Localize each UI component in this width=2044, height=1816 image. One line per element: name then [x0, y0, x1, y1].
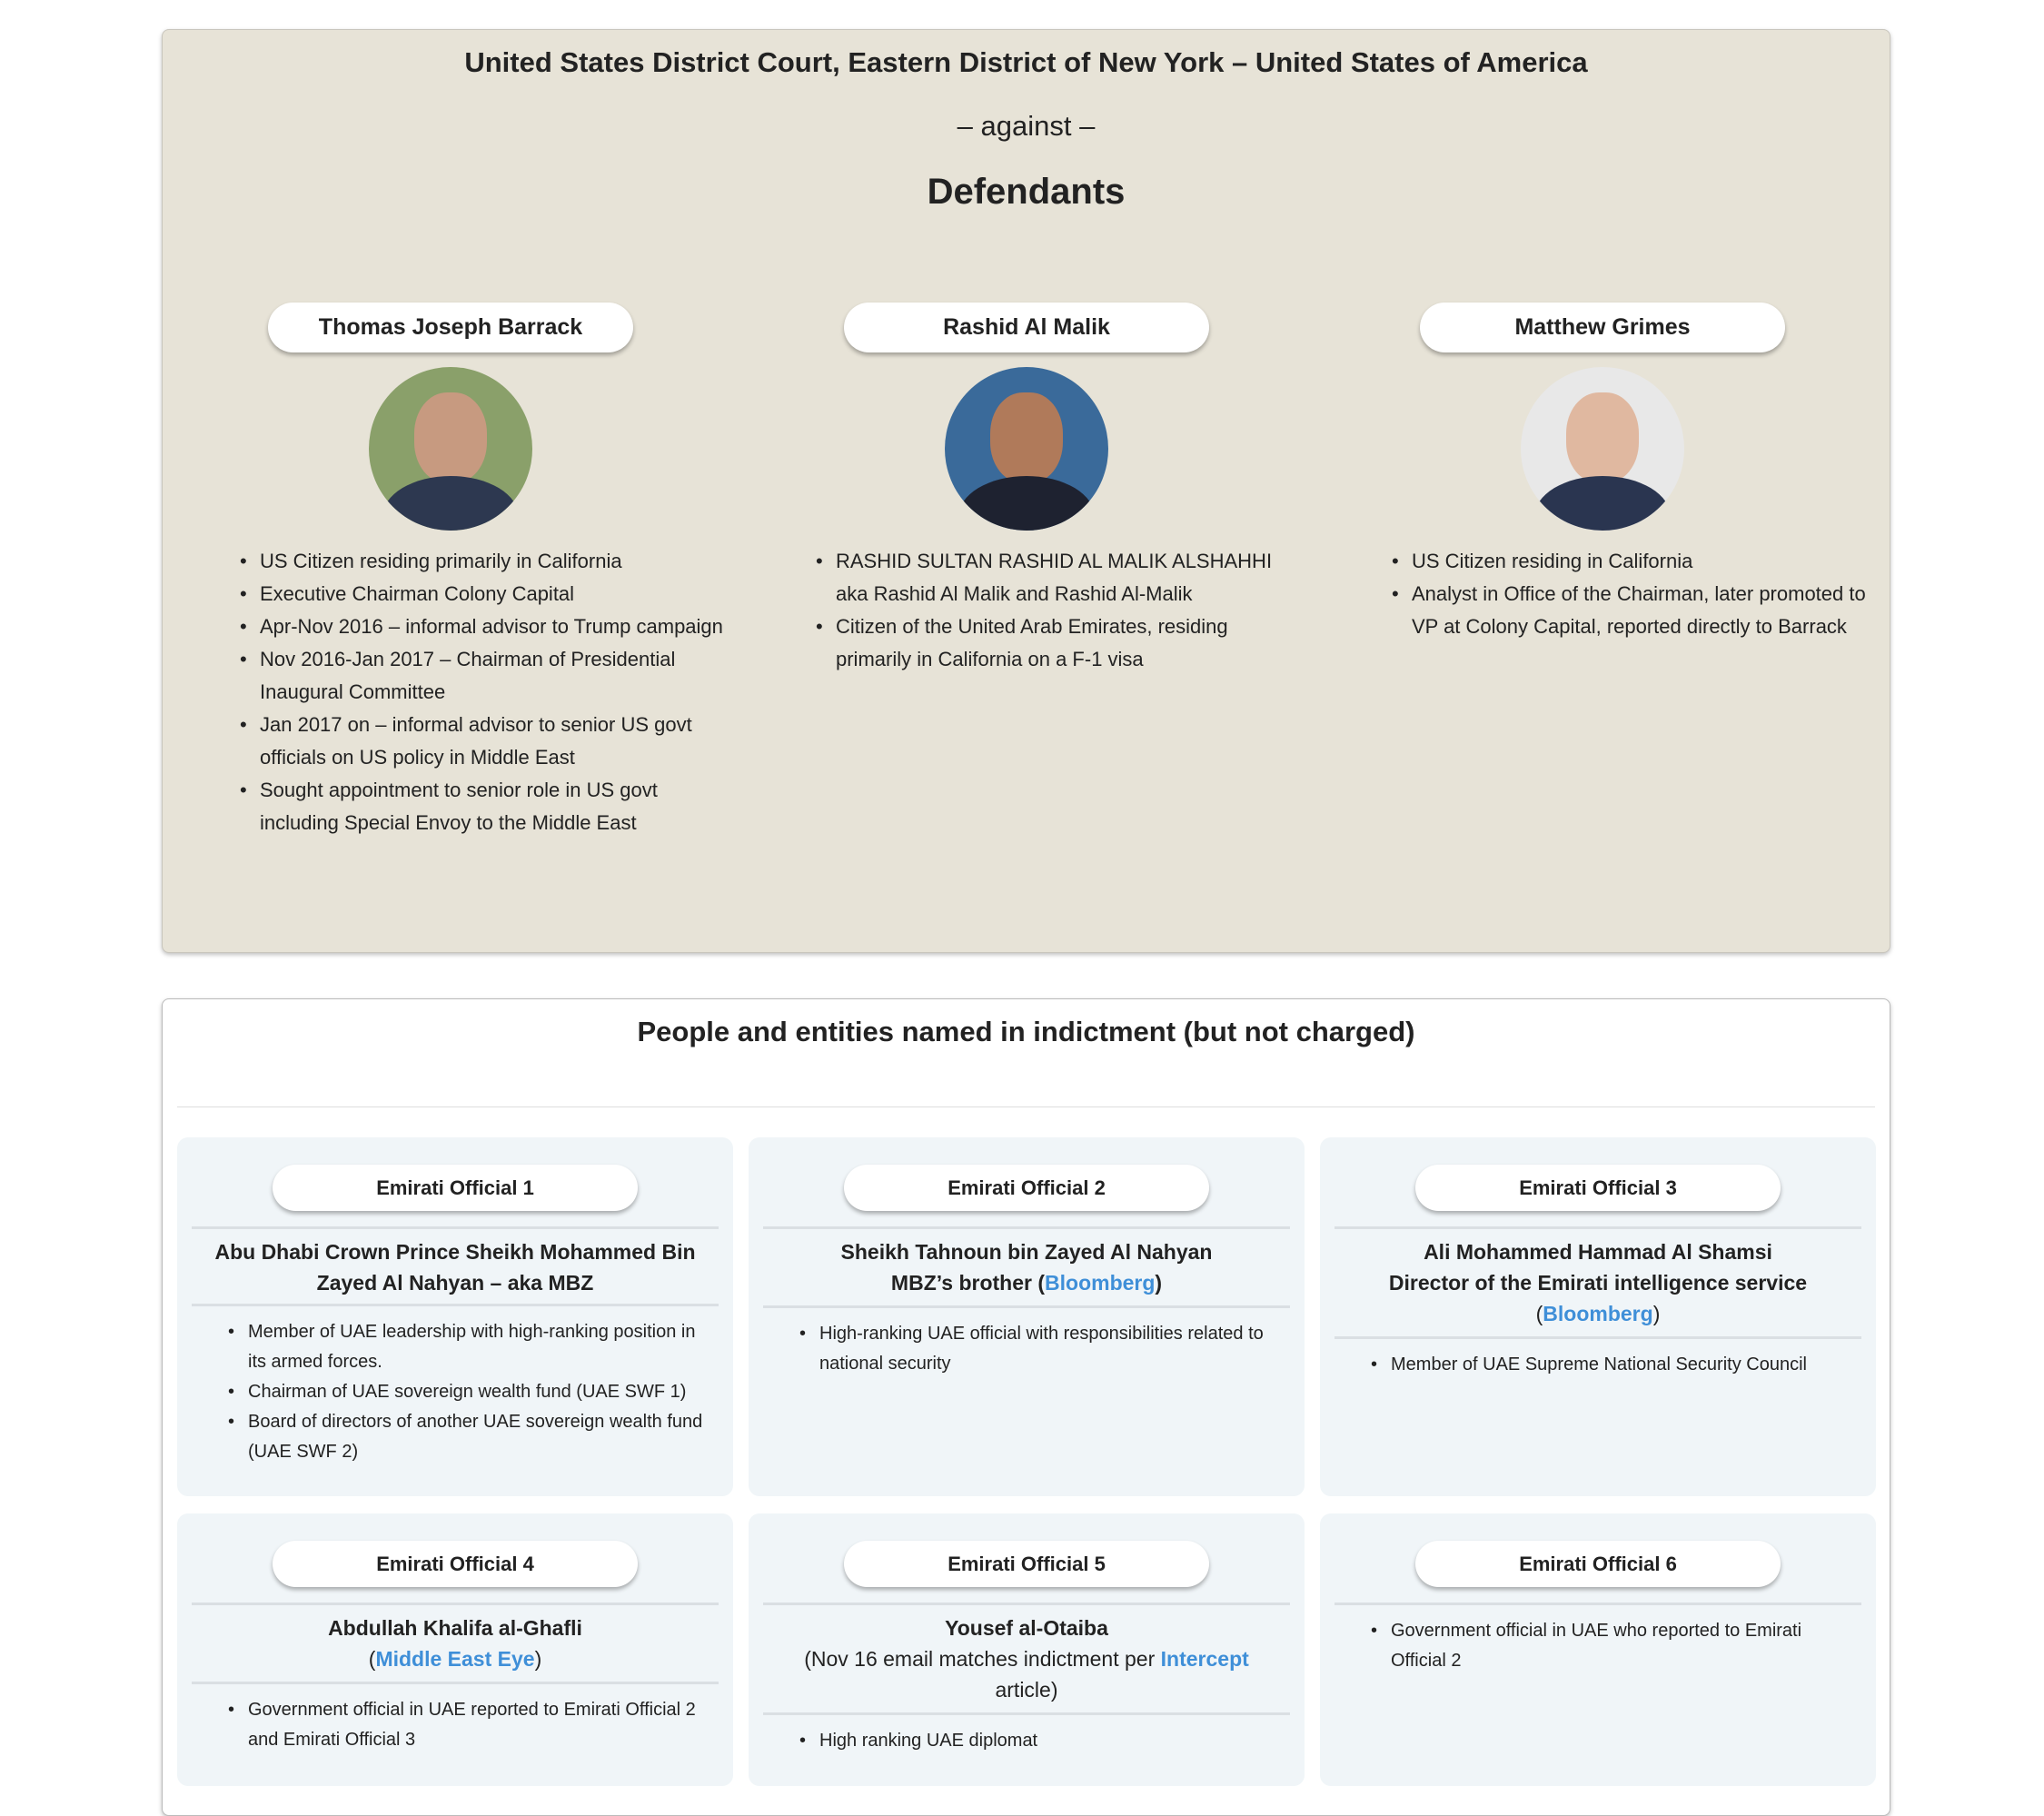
- bullet: • US Citizen residing in California: [1412, 545, 1884, 578]
- official-label: Emirati Official 5: [844, 1541, 1209, 1587]
- source-link[interactable]: Bloomberg: [1045, 1271, 1156, 1295]
- official-bullets: [819, 1319, 1290, 1379]
- source-link[interactable]: Intercept: [1160, 1647, 1249, 1671]
- official-name: Yousef al-Otaiba: [945, 1616, 1108, 1640]
- official-card-1: [177, 1137, 733, 1496]
- bullet: • Member of UAE leadership with high-ranking position in its armed forces.: [248, 1317, 719, 1377]
- official-subtitle: Director of the Emirati intelligence service: [1388, 1271, 1808, 1295]
- defendant-photo: [945, 367, 1108, 531]
- official-bullets: [819, 1726, 1290, 1756]
- official-bullets: [1391, 1616, 1861, 1676]
- bullet: • Government official in UAE who reported to Emirati Official 2: [1391, 1616, 1861, 1676]
- defendant-name: Matthew Grimes: [1420, 303, 1785, 352]
- official-label: Emirati Official 1: [273, 1165, 638, 1211]
- bullet: • Nov 2016-Jan 2017 – Chairman of Presidential Inaugural Committee: [260, 643, 732, 709]
- defendant-photo: [369, 367, 532, 531]
- official-card-2: [749, 1137, 1305, 1496]
- court-title: United States District Court, Eastern District of New York – United States of America: [464, 46, 1588, 78]
- named-entities-card: [162, 998, 1890, 1816]
- bullet: • High-ranking UAE official with responsibilities related to national security: [819, 1319, 1290, 1379]
- bullet: • Citizen of the United Arab Emirates, residing primarily in California on a F-1 visa: [836, 610, 1308, 676]
- section-title: People and entities named in indictment (but not charged): [637, 1016, 1415, 1047]
- bullet: • Executive Chairman Colony Capital: [260, 578, 732, 610]
- official-name: Sheikh Tahnoun bin Zayed Al Nahyan: [840, 1240, 1213, 1264]
- defendant-name: Thomas Joseph Barrack: [268, 303, 633, 352]
- official-label: Emirati Official 3: [1415, 1165, 1781, 1211]
- defendant-barrack: [169, 303, 732, 839]
- official-name: Ali Mohammed Hammad Al Shamsi: [1424, 1240, 1772, 1264]
- defendant-bullets: [1412, 545, 1884, 643]
- bullet: • Apr-Nov 2016 – informal advisor to Trump campaign: [260, 610, 732, 643]
- official-subtitle: MBZ’s brother (Bloomberg): [890, 1271, 1163, 1295]
- defendants-title: Defendants: [927, 172, 1126, 212]
- bullet: • RASHID SULTAN RASHID AL MALIK ALSHAHHI aka Rashid Al Malik and Rashid Al-Malik: [836, 545, 1308, 610]
- official-card-3: Emirati Official 3 Ali Mohammed Hammad Al Shamsi Director of the Emirati intelligence service (Bloomberg) • Member of UAE Supreme National Security Council: [1320, 1137, 1876, 1496]
- against-label: – against –: [957, 110, 1096, 142]
- defendant-bullets: [836, 545, 1308, 676]
- official-label: Emirati Official 6: [1415, 1541, 1781, 1587]
- defendant-grimes: [1321, 303, 1884, 643]
- bullet: • Chairman of UAE sovereign wealth fund (UAE SWF 1): [248, 1377, 719, 1407]
- bullet: • Member of UAE Supreme National Security Council: [1391, 1350, 1861, 1380]
- defendant-name: Rashid Al Malik: [844, 303, 1209, 352]
- official-label: Emirati Official 4: [273, 1541, 638, 1587]
- defendant-photo: [1521, 367, 1684, 531]
- official-card-5: [749, 1513, 1305, 1786]
- bullet: • Board of directors of another UAE sovereign wealth fund (UAE SWF 2): [248, 1407, 719, 1467]
- official-name: Abu Dhabi Crown Prince Sheikh Mohammed Bin Zayed Al Nahyan – aka MBZ: [214, 1240, 696, 1295]
- bullet: • Sought appointment to senior role in US govt including Special Envoy to the Middle East: [260, 774, 732, 839]
- defendants-card: [162, 29, 1890, 953]
- bullet: • US Citizen residing primarily in California: [260, 545, 732, 578]
- bullet: • Analyst in Office of the Chairman, later promoted to VP at Colony Capital, reported directly to Barrack: [1412, 578, 1884, 643]
- official-bullets: [248, 1317, 719, 1467]
- official-subtitle: (Nov 16 email matches indictment per Intercept article): [804, 1647, 1249, 1702]
- official-name: Abdullah Khalifa al-Ghafli: [328, 1616, 582, 1640]
- divider: [177, 1106, 1875, 1107]
- official-bullets: [248, 1695, 719, 1755]
- official-bullets: [1391, 1350, 1861, 1380]
- source-link[interactable]: Bloomberg: [1543, 1302, 1653, 1325]
- bullet: • Jan 2017 on – informal advisor to senior US govt officials on US policy in Middle East: [260, 709, 732, 774]
- official-card-6: [1320, 1513, 1876, 1786]
- bullet: • High ranking UAE diplomat: [819, 1726, 1290, 1756]
- defendant-al-malik: [745, 303, 1308, 676]
- official-card-4: Emirati Official 4 Abdullah Khalifa al-Ghafli (Middle East Eye) • Government official in UAE reported to Emirati Official 2 and Emirati Official 3: [177, 1513, 733, 1786]
- source-link[interactable]: Middle East Eye: [375, 1647, 535, 1671]
- defendant-bullets: [260, 545, 732, 839]
- bullet: • Government official in UAE reported to Emirati Official 2 and Emirati Official 3: [248, 1695, 719, 1755]
- official-label: Emirati Official 2: [844, 1165, 1209, 1211]
